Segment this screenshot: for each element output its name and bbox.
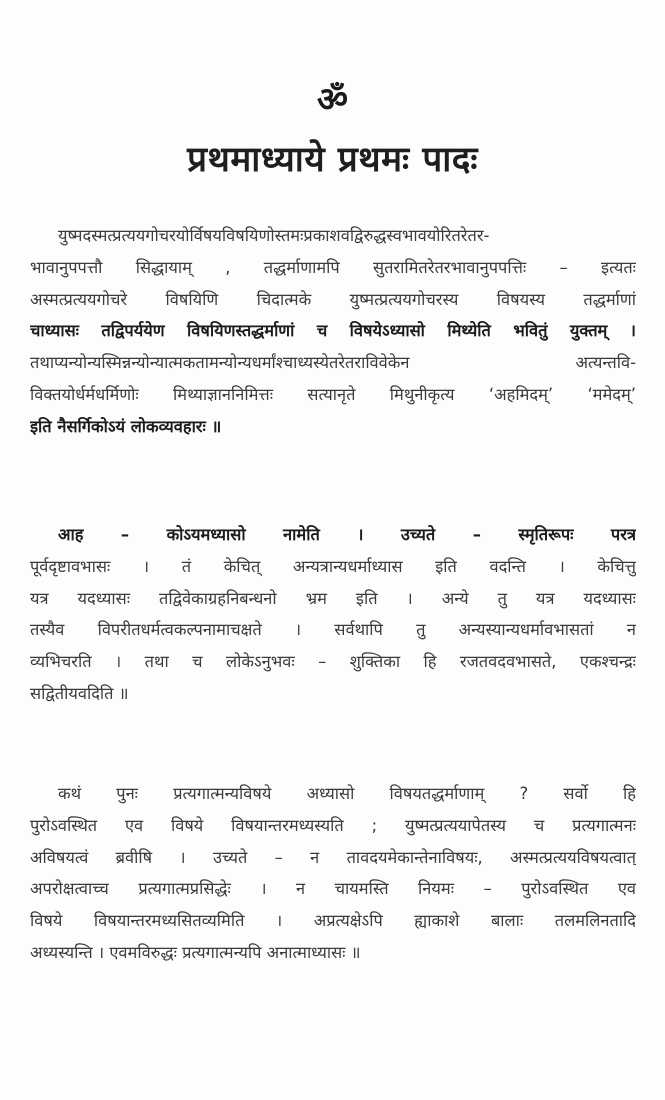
text-line: तथाप्यन्योन्यस्मिन्नन्योन्यात्मकतामन्योन्यधर्मांश्चाध्यस्येतरेतराविवेकेन अत्यन्तवि- <box>30 353 636 373</box>
text-line: पूर्वदृष्टावभासः । तं केचित् अन्यत्रान्यधर्माध्यास इति वदन्ति । केचित्तु <box>30 556 636 576</box>
text-line: इति नैसर्गिकोऽयं लोकव्यवहारः ॥ <box>30 416 222 436</box>
paragraph-1 <box>30 220 636 443</box>
text-line: भावानुपपत्तौ सिद्धायाम् , तद्धर्माणामपि सुतरामितरेतरभावानुपपत्तिः – इत्यतः <box>30 257 636 277</box>
paragraph-3 <box>30 778 636 969</box>
om-symbol: ॐ <box>316 80 348 120</box>
text-line: यत्र यदध्यासः तद्विवेकाग्रहनिबन्धनो भ्रम इति । अन्ये तु यत्र यदध्यासः <box>30 588 636 608</box>
page-title: प्रथमाध्याये प्रथमः पादः <box>187 140 478 180</box>
text-line: अविषयत्वं ब्रवीषि । उच्यते – न तावदयमेकान्तेनाविषयः, अस्मत्प्रत्ययविषयत्वात् <box>30 847 636 867</box>
text-line: तस्यैव विपरीतधर्मत्वकल्पनामाचक्षते । सर्वथापि तु अन्यस्यान्यधर्मावभासतां न <box>30 620 636 640</box>
text-line: आह – कोऽयमध्यासो नामेति । उच्यते – स्मृतिरूपः परत्र <box>58 525 636 544</box>
text-line: अस्मत्प्रत्ययगोचरे विषयिणि चिदात्मके युष्मत्प्रत्ययगोचरस्य विषयस्य तद्धर्माणां <box>30 289 636 309</box>
paragraph-2 <box>30 519 636 710</box>
text-line: अध्यस्यन्ति । एवमविरुद्धः प्रत्यगात्मन्यपि अनात्माध्यासः ॥ <box>30 942 361 962</box>
text-line: युष्मदस्मत्प्रत्ययगोचरयोर्विषयविषयिणोस्तमःप्रकाशवद्विरुद्धस्वभावयोरितरेतर- <box>58 226 490 245</box>
text-line: विषये विषयान्तरमध्यसितव्यमिति । अप्रत्यक्षेऽपि ह्याकाशे बालाः तलमलिनतादि <box>30 911 636 931</box>
text-line: सद्वितीयवदिति ॥ <box>30 683 129 703</box>
text-line: व्यभिचरति । तथा च लोकेऽनुभवः – शुक्तिका हि रजतवदवभासते, एकश्चन्द्रः <box>30 652 636 672</box>
text-line: कथं पुनः प्रत्यगात्मन्यविषये अध्यासो विषयतद्धर्माणाम् ? सर्वो हि <box>58 784 636 803</box>
text-line: विक्तयोर्धर्मधर्मिणोः मिथ्याज्ञाननिमित्तः सत्यानृते मिथुनीकृत्य ‘अहमिदम्’ ‘ममेदम्’ <box>30 384 636 404</box>
text-line: अपरोक्षत्वाच्च प्रत्यगात्मप्रसिद्धेः । न चायमस्ति नियमः – पुरोऽवस्थित एव <box>30 879 636 899</box>
text-line: चाध्यासः तद्विपर्ययेण विषयिणस्तद्धर्माणां च विषयेऽध्यासो मिथ्येति भवितुं युक्तम् । <box>30 321 636 341</box>
text-line: पुरोऽवस्थित एव विषये विषयान्तरमध्यस्यति ; युष्मत्प्रत्ययापेतस्य च प्रत्यगात्मनः <box>30 815 636 835</box>
